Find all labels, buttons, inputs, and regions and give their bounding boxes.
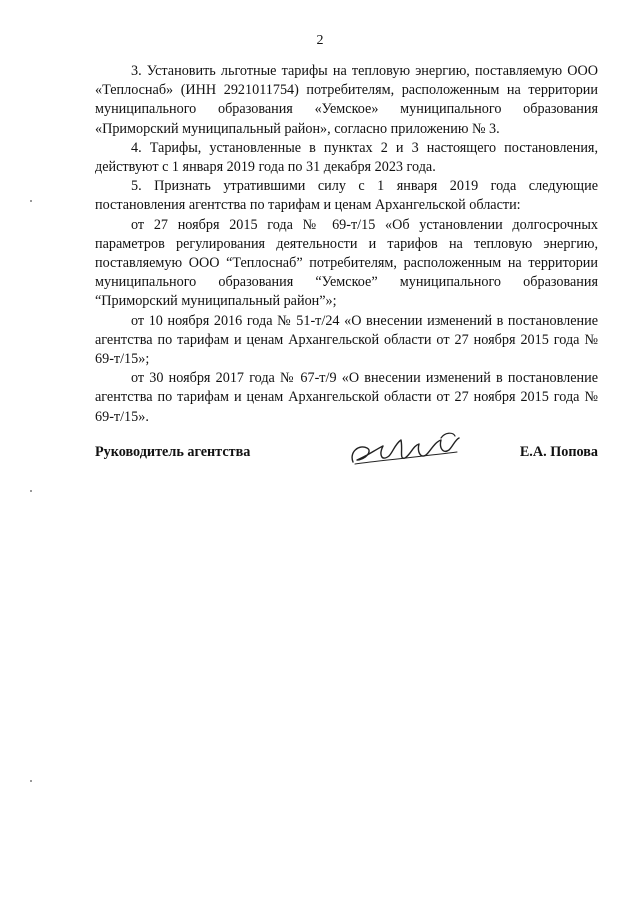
signatory-name: Е.А. Попова: [519, 444, 598, 460]
signature-block: [95, 440, 598, 480]
scan-mark: [30, 490, 32, 492]
page-number: 2: [316, 33, 324, 48]
paragraph-item-3: 3. Установить льготные тарифы на тепловую энергию, поставляемую ООО «Теплоснаб» (ИНН 2921011754) потребителям, расположенным на территории муниципального образования «Уемское» муниципального образования «Приморский муниципальный район», согласно приложению № 3.: [95, 63, 598, 137]
repealed-resolution-1: от 27 ноября 2015 года № 69-т/15 «Об установлении долгосрочных параметров регулирования деятельности и тарифов на тепловую энергию, поставляемую ООО “Теплоснаб” потребителям, расположенным на территории муниципального образования “Уемское” муниципального образования “Приморский муниципальный район”»;: [95, 216, 598, 310]
paragraph-item-5: 5. Признать утратившими силу с 1 января 2019 года следующие постановления агентства по тарифам и ценам Архангельской области:: [95, 178, 598, 214]
paragraph-item-4: 4. Тарифы, установленные в пунктах 2 и 3 настоящего постановления, действуют с 1 января 2019 года по 31 декабря 2023 года.: [95, 139, 598, 176]
handwritten-signature-icon: [345, 430, 465, 480]
repealed-resolution-2: от 10 ноября 2016 года № 51-т/24 «О внесении изменений в постановление агентства по тарифам и ценам Архангельской области от 27 ноября 2015 года № 69-т/15»;: [95, 312, 598, 368]
repealed-resolution-3: от 30 ноября 2017 года № 67-т/9 «О внесении изменений в постановление агентства по тарифам и ценам Архангельской области от 27 ноября 2015 года № 69-т/15».: [95, 370, 598, 425]
document-body: [95, 62, 598, 427]
signatory-title: Руководитель агентства: [95, 444, 251, 460]
scan-mark: [30, 200, 32, 202]
scan-mark: [30, 780, 32, 782]
